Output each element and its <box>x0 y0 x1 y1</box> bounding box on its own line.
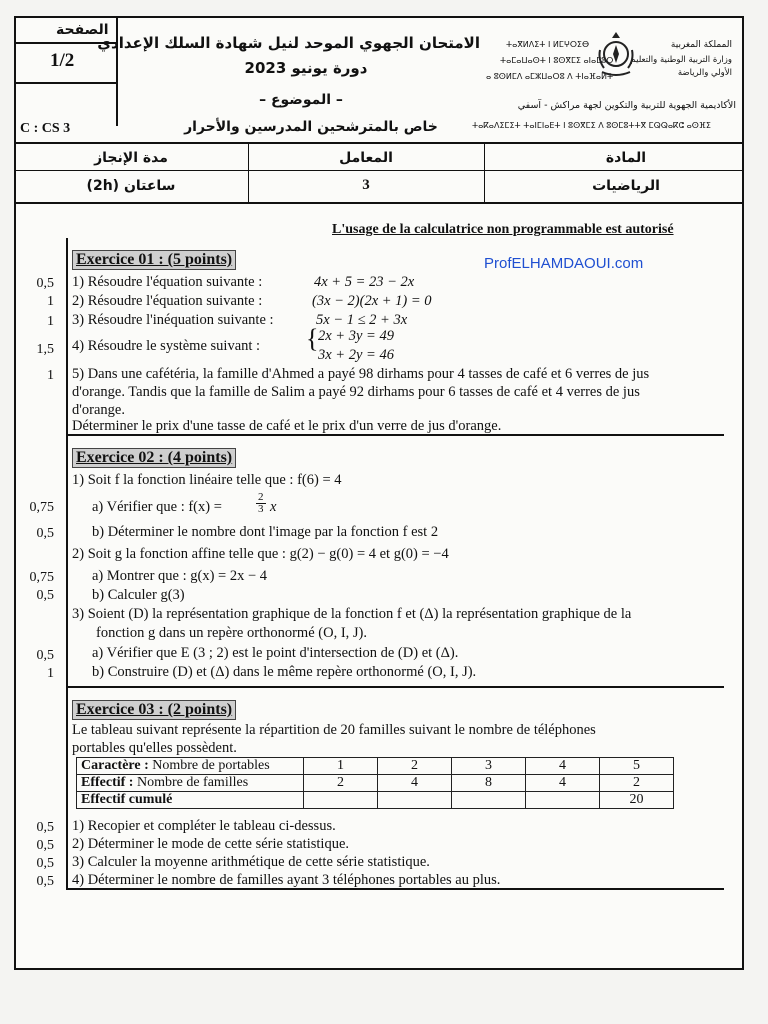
table-cell: 1 <box>304 758 378 775</box>
table-cell: 4 <box>526 775 600 792</box>
col-duration-header: مدة الإنجاز <box>94 150 168 166</box>
ex1-q2: 2) Résoudre l'équation suivante : <box>72 293 263 309</box>
exam-code: C : CS 3 <box>20 121 71 136</box>
tifinagh-line-3: ⴰ ⵓⵙⵍⵎⴷ ⴰⵎⵣⵡⴰⵔⵓ ⴷ ⵜⵏⴰⴼⴰⵍⵜ <box>486 72 614 81</box>
points-ex1-q1: 0,5 <box>36 276 54 291</box>
ex3-q2: 2) Déterminer le mode de cette série statistique. <box>72 836 350 852</box>
points-ex1-q2: 1 <box>47 294 54 309</box>
subject-value: الرياضيات <box>592 178 660 194</box>
ex2-line-4: 2) Soit g la fonction affine telle que : g(2) − g(0) = 4 et g(0) = −4 <box>72 546 449 562</box>
table-cell: 5 <box>600 758 674 775</box>
table-row <box>77 758 674 775</box>
points-ex3-q2: 0,5 <box>36 838 54 853</box>
ex1-q2-equation: (3x − 2)(2x + 1) = 0 <box>312 293 432 309</box>
fraction-denominator: 3 <box>258 503 264 515</box>
ex1-q4-equation-2: 3x + 2y = 46 <box>318 347 394 363</box>
ex1-q1-equation: 4x + 5 = 23 − 2x <box>314 274 415 290</box>
ex2-line-3: b) Déterminer le nombre dont l'image par la fonction f est 2 <box>92 524 439 540</box>
calculator-note: L'usage de la calculatrice non programmable est autorisé <box>332 222 674 237</box>
row-label-character: Caractère : Nombre de portables <box>77 758 304 775</box>
ex1-q4: 4) Résoudre le système suivant : <box>72 338 261 354</box>
col-coef-header: المعامل <box>339 150 393 166</box>
kingdom-label: المملكة المغربية <box>670 40 732 50</box>
ex3-intro-1: Le tableau suivant représente la répartition de 20 familles suivant le nombre de téléphones <box>72 722 596 738</box>
academy-label: الأكاديمية الجهوية للتربية والتكوين لجهة مراكش - آسفي <box>517 100 736 111</box>
points-ex3-q1: 0,5 <box>36 820 54 835</box>
table-row <box>77 775 674 792</box>
ex2-line-5: a) Montrer que : g(x) = 2x − 4 <box>92 568 268 584</box>
ex3-q4: 4) Déterminer le nombre de familles ayant 3 téléphones portables au plus. <box>72 872 501 888</box>
points-ex2-1b: 0,5 <box>36 526 54 541</box>
table-cell: 20 <box>600 792 674 809</box>
table-cell <box>378 792 452 809</box>
exercise-2-title: Exercice 02 : (4 points) <box>72 448 236 468</box>
ex1-q5-line-3: d'orange. <box>72 402 125 418</box>
table-cell: 2 <box>304 775 378 792</box>
ex3-intro-2: portables qu'elles possèdent. <box>72 740 237 756</box>
ex2-line-1: 1) Soit f la fonction linéaire telle que : f(6) = 4 <box>72 472 342 488</box>
points-ex2-3b: 1 <box>47 666 54 681</box>
points-ex2-1a: 0,75 <box>29 500 54 515</box>
points-ex1-q3: 1 <box>47 314 54 329</box>
royal-emblem-icon <box>594 30 638 78</box>
statistics-table <box>76 757 674 809</box>
page-number: 1/2 <box>50 50 75 71</box>
table-cell: 8 <box>452 775 526 792</box>
ex2-line-7: 3) Soient (D) la représentation graphique de la fonction f et (Δ) la représentation graphique de la <box>72 606 632 622</box>
exam-session: دورة يونيو 2023 <box>244 59 368 77</box>
exam-page <box>14 16 744 970</box>
tifinagh-line-2: ⵜⴰⵎⴰⵡⴰⵙⵜ ⵏ ⵓⵙⴳⵎⵉ ⴰⵏⴰⵎⵓⵔ <box>500 56 614 65</box>
ex2-line-2a: a) Vérifier que : f(x) = <box>92 499 222 515</box>
table-cell <box>452 792 526 809</box>
ex3-q1: 1) Recopier et compléter le tableau ci-dessus. <box>72 818 336 834</box>
points-ex1-q4: 1,5 <box>36 342 54 357</box>
exercise-3-title: Exercice 03 : (2 points) <box>72 700 236 720</box>
system-brace: { <box>306 324 319 353</box>
candidates-label: خاص بالمترشحين المدرسين والأحرار <box>184 119 438 135</box>
col-subject-header: المادة <box>605 150 647 166</box>
page-label: الصفحة <box>56 22 109 38</box>
ex1-q1: 1) Résoudre l'équation suivante : <box>72 274 263 290</box>
table-cell: 3 <box>452 758 526 775</box>
tifinagh-line-4: ⵜⴰⴽⴰⴷⵉⵎⵉⵜ ⵜⴰⵏⵎⵏⴰⴹⵜ ⵏ ⵓⵙⴳⵎⵉ ⴷ ⵓⵙⵎⵓⵜⵜⴳ ⵎⵕⵕⴰⴽⵛ ⴰⵙⴼⵉ <box>472 121 711 130</box>
table-cell: 4 <box>526 758 600 775</box>
tifinagh-line-1: ⵜⴰⴳⵍⴷⵉⵜ ⵏ ⵍⵎⵖⵔⵉⴱ <box>506 40 590 49</box>
table-cell: 4 <box>378 775 452 792</box>
ex1-q5-line-2: d'orange. Tandis que la famille de Salim a payé 92 dirhams pour 6 tasses de café et 4 verres de jus <box>72 384 640 400</box>
ex1-q3-equation: 5x − 1 ≤ 2 + 3x <box>316 312 408 328</box>
ex2-line-8: fonction g dans un repère orthonormé (O, I, J). <box>96 625 367 641</box>
table-cell: 2 <box>378 758 452 775</box>
ex1-q3: 3) Résoudre l'inéquation suivante : <box>72 312 274 328</box>
fraction-numerator: 2 <box>258 491 264 503</box>
table-cell <box>526 792 600 809</box>
points-ex2-2b: 0,5 <box>36 588 54 603</box>
ex3-q3: 3) Calculer la moyenne arithmétique de cette série statistique. <box>72 854 430 870</box>
subject-label: – الموضوع – <box>259 92 343 108</box>
fraction-two-thirds <box>256 492 266 515</box>
coef-value: 3 <box>362 177 370 193</box>
ex1-q5-line-4: Déterminer le prix d'une tasse de café et le prix d'un verre de jus d'orange. <box>72 418 502 434</box>
ex2-line-10: b) Construire (D) et (Δ) dans le même repère orthonormé (O, I, J). <box>92 664 477 680</box>
ex1-q4-equation-1: 2x + 3y = 49 <box>318 328 394 344</box>
points-ex3-q3: 0,5 <box>36 856 54 871</box>
points-ex1-q5: 1 <box>47 368 54 383</box>
duration-value: ساعتان (2h) <box>86 178 176 194</box>
row-label-cumulative: Effectif cumulé <box>77 792 304 809</box>
ex2-line-6: b) Calculer g(3) <box>92 587 185 603</box>
points-ex2-3a: 0,5 <box>36 648 54 663</box>
ministry-label: وزارة التربية الوطنية والتعليم الأولي والرياضة <box>630 55 732 78</box>
points-ex3-q4: 0,5 <box>36 874 54 889</box>
table-cell <box>304 792 378 809</box>
table-cell: 2 <box>600 775 674 792</box>
table-row <box>77 792 674 809</box>
ex1-q5-line-1: 5) Dans une cafétéria, la famille d'Ahmed a payé 98 dirhams pour 4 tasses de café et 6 verres de jus <box>72 366 650 382</box>
ex2-line-9: a) Vérifier que E (3 ; 2) est le point d'intersection de (D) et (Δ). <box>92 645 459 661</box>
row-label-count: Effectif : Nombre de familles <box>77 775 304 792</box>
watermark: ProfELHAMDAOUI.com <box>484 255 644 272</box>
ex2-line-2-x: x <box>270 499 277 515</box>
points-ex2-2a: 0,75 <box>29 570 54 585</box>
exam-title: الامتحان الجهوي الموحد لنيل شهادة السلك الإعدادي <box>97 34 480 52</box>
exercise-1-title: Exercice 01 : (5 points) <box>72 250 236 270</box>
